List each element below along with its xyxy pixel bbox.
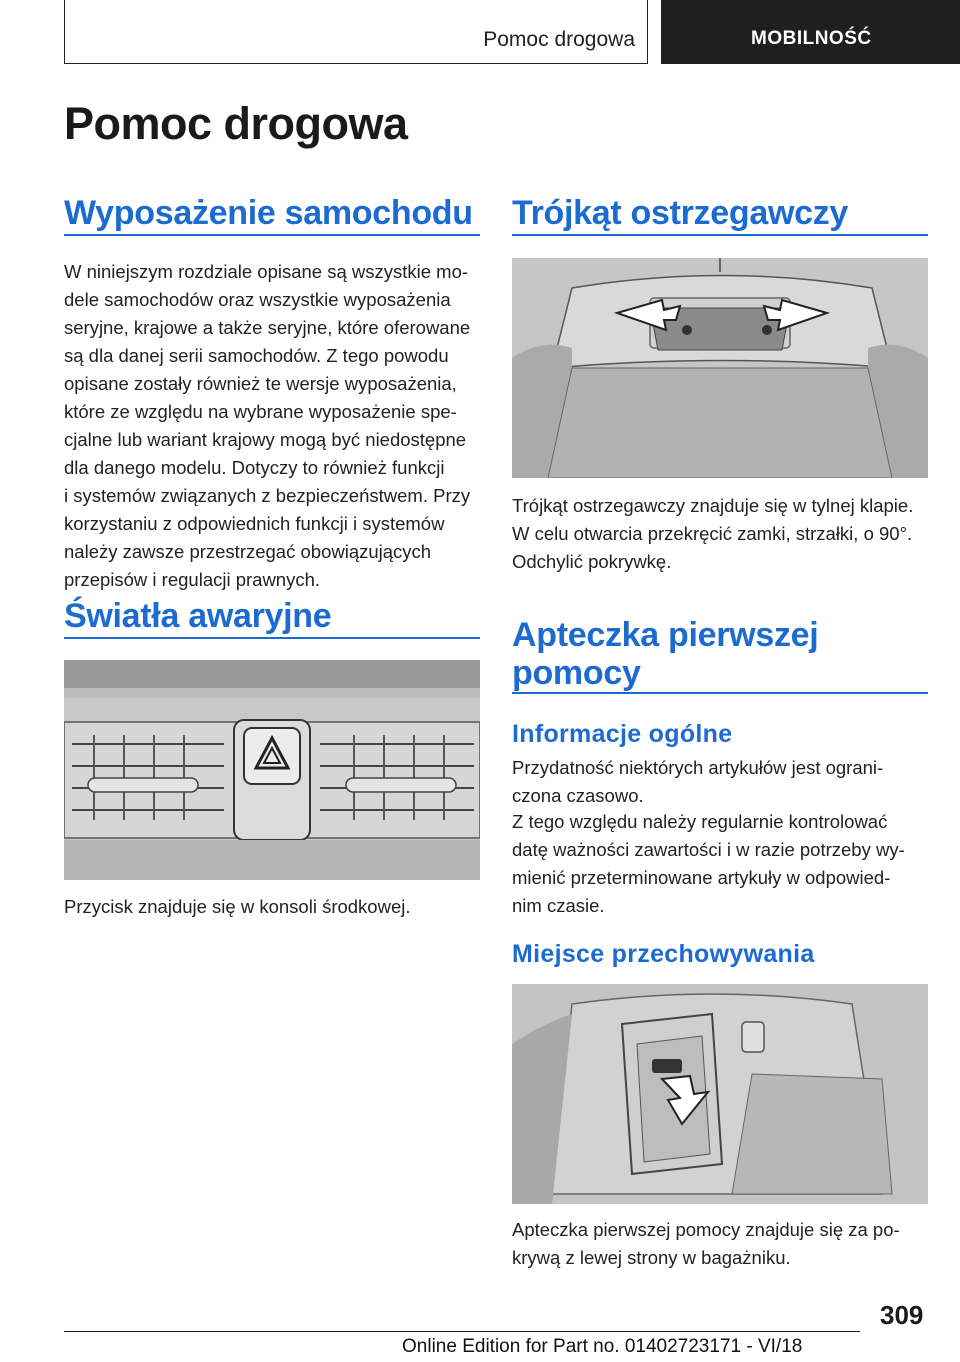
chapter-tab (661, 0, 960, 64)
subheading-storage-location: Miejsce przechowywania (512, 940, 815, 968)
heading-rule (512, 234, 928, 236)
text-line: czona czasowo. (512, 785, 644, 806)
text-line: cjalne lub wariant krajowy mogą być niedostępne (64, 429, 467, 450)
text-line: dla danego modelu. Dotyczy to również funkcji (64, 457, 445, 478)
edition-note: Online Edition for Part no. 01402723171 - VI/18 (402, 1336, 803, 1357)
heading-warning-triangle: Trójkąt ostrzegawczy (512, 194, 849, 232)
page-number: 309 (880, 1300, 924, 1330)
text-line: Odchylić pokrywkę. (512, 551, 672, 572)
text-line: przepisów i regulacji prawnych. (64, 569, 321, 590)
heading-equipment: Wyposażenie samochodu (64, 194, 473, 232)
general-info-paragraph-2 (512, 808, 932, 920)
hazard-button-figure (64, 660, 480, 880)
text-line: są dla danej serii samochodów. Z tego powodu (64, 345, 449, 366)
triangle-paragraph (512, 492, 932, 576)
text-line: należy zawsze przestrzegać obowiązujących (64, 541, 432, 562)
text-line: W niniejszym rozdziale opisane są wszystkie mo- (64, 261, 469, 282)
running-header (64, 0, 648, 64)
footer-rule (64, 1331, 860, 1332)
header-section-title: Pomoc drogowa (483, 28, 635, 51)
heading-line: pomocy (512, 654, 641, 692)
text-line: W celu otwarcia przekręcić zamki, strzałki, o 90°. (512, 523, 913, 544)
chapter-label: MOBILNOŚĆ (751, 28, 872, 49)
storage-caption (512, 1216, 932, 1272)
general-info-paragraph-1 (512, 754, 932, 810)
text-line: Z tego względu należy regularnie kontrolować (512, 811, 888, 832)
text-line: datę ważności zawartości i w razie potrzeby wy- (512, 839, 905, 860)
text-line: dele samochodów oraz wszystkie wyposażenia (64, 289, 451, 310)
hazard-caption: Przycisk znajduje się w konsoli środkowej. (64, 896, 411, 917)
warning-triangle-figure (512, 258, 928, 478)
text-line: i systemów związanych z bezpieczeństwem. Przy (64, 485, 471, 506)
subheading-general-info: Informacje ogólne (512, 720, 733, 748)
text-line: mienić przeterminowane artykuły w odpowied- (512, 867, 891, 888)
first-aid-kit-figure (512, 984, 928, 1204)
text-line: opisane zostały również te wersje wyposażenia, (64, 373, 457, 394)
page-title: Pomoc drogowa (64, 98, 408, 149)
heading-hazard-lights: Światła awaryjne (64, 597, 332, 635)
heading-rule (64, 234, 480, 236)
text-line: Przydatność niektórych artykułów jest ograni- (512, 757, 884, 778)
text-line: Apteczka pierwszej pomocy znajduje się za po- (512, 1219, 900, 1240)
heading-first-aid (512, 616, 818, 692)
text-line: seryjne, krajowe a także seryjne, które oferowane (64, 317, 471, 338)
text-line: korzystaniu z odpowiednich funkcji i systemów (64, 513, 445, 534)
text-line: krywą z lewej strony w bagażniku. (512, 1247, 791, 1268)
heading-rule (64, 637, 480, 639)
heading-line: Apteczka pierwszej (512, 616, 819, 654)
text-line: które ze względu na wybrane wyposażenie spe- (64, 401, 457, 422)
heading-rule (512, 692, 928, 694)
text-line: Trójkąt ostrzegawczy znajduje się w tylnej klapie. (512, 495, 914, 516)
equipment-paragraph (64, 258, 484, 594)
text-line: nim czasie. (512, 895, 605, 916)
